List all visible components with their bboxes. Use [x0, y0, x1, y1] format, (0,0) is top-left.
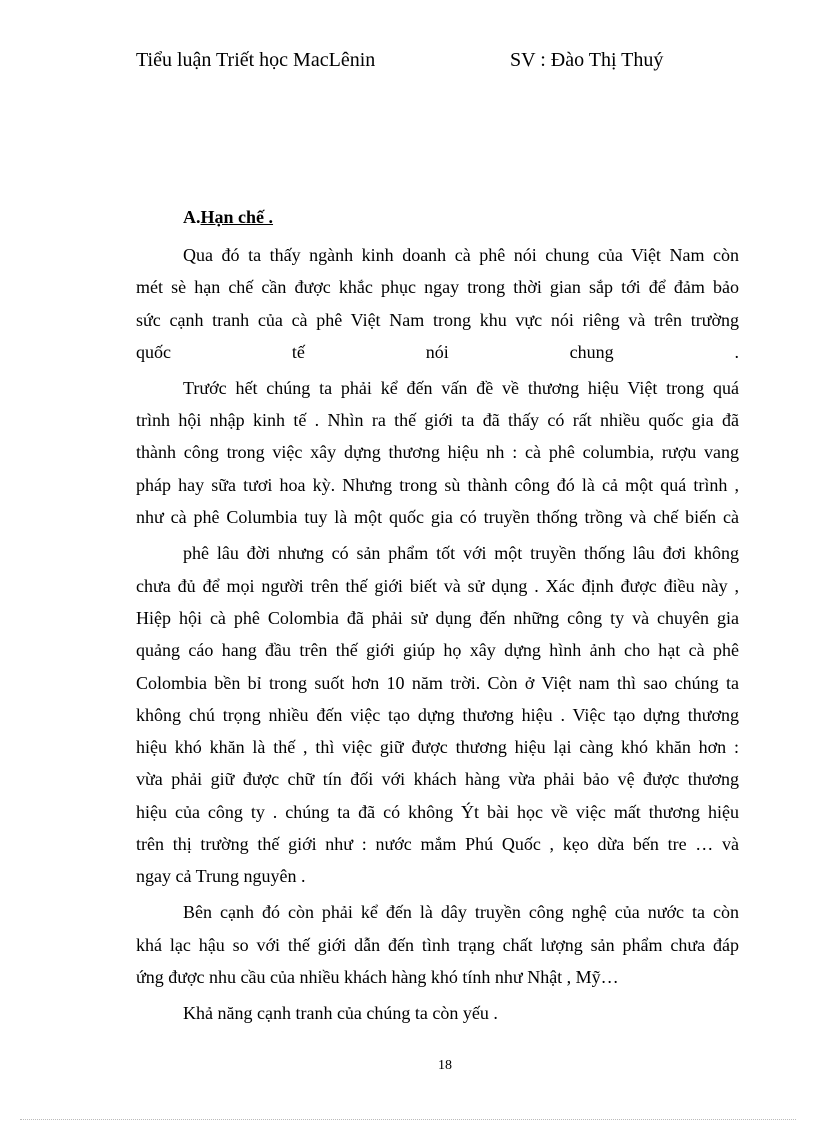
body-line: Trước hết chúng ta phải kể đến vấn đề về thương hiệu Việt trong quá [183, 378, 739, 398]
body-line: không chú trọng nhiều đến việc tạo dựng thương hiệu . Việc tạo dựng thương [136, 705, 739, 725]
body-line: quốc tế nói chung . [136, 342, 739, 362]
body-line: hiệu khó khăn là thế , thì việc giữ được thương hiệu lại càng khó khăn hơn : [136, 737, 739, 757]
body-line: vừa phải giữ được chữ tín đối với khách hàng vừa phải bảo vệ được thương [136, 769, 739, 789]
body-line: mét sè hạn chế cần được khắc phục ngay trong thời gian sắp tới để đảm bảo [136, 277, 739, 297]
body-line: khá lạc hậu so với thế giới dẫn đến tình trạng chất lượng sản phẩm chưa đáp [136, 935, 739, 955]
body-line: Bên cạnh đó còn phải kể đến là dây truyền công nghệ của nước ta còn [183, 902, 739, 922]
body-line: Hiệp hội cà phê Colombia đã phải sử dụng đến những công ty và chuyên gia [136, 608, 739, 628]
body-line: hiệu của công ty . chúng ta đã có không Ýt bài học về việc mất thương hiệu [136, 802, 739, 822]
body-line: Qua đó ta thấy ngành kinh doanh cà phê nói chung của Việt Nam còn [183, 245, 739, 265]
section-prefix: A. [183, 207, 201, 227]
body-line: sức cạnh tranh của cà phê Việt Nam trong khu vực nói riêng và trên trường [136, 310, 739, 330]
body-line: ứng được nhu cầu của nhiều khách hàng khó tính như Nhật , Mỹ… [136, 967, 619, 987]
page-number: 18 [438, 1058, 452, 1073]
body-line: chưa đủ để mọi người trên thế giới biết và sử dụng . Xác định được điều này , [136, 576, 739, 596]
section-heading [183, 207, 273, 228]
body-line: quảng cáo hang đầu trên thế giới giúp họ xây dựng hình ảnh cho hạt cà phê [136, 640, 739, 660]
body-line: trình hội nhập kinh tế . Nhìn ra thế giới ta đã thấy có rất nhiều quốc gia đã [136, 410, 739, 430]
body-line: trên thị trường thế giới như : nước mắm Phú Quốc , kẹo dừa bến tre … và [136, 834, 739, 854]
body-line: Khả năng cạnh tranh của chúng ta còn yếu . [183, 1003, 498, 1023]
section-title: Hạn chế . [200, 207, 274, 227]
header-title: Tiểu luận Triết học MacLênin [136, 49, 376, 71]
body-line: phê lâu đời nhưng có sản phẩm tốt với một truyền thống lâu đơi không [183, 543, 739, 563]
body-line: Colombia bền bỉ trong suốt hơn 10 năm trời. Còn ở Việt nam thì sao chúng ta [136, 673, 739, 693]
body-line: pháp hay sữa tươi hoa kỳ. Nhưng trong sù thành công đó là cả một quá trình , [136, 475, 739, 495]
body-line: ngay cả Trung nguyên . [136, 866, 306, 886]
body-line: thành công trong việc xây dựng thương hiệu nh : cà phê columbia, rượu vang [136, 442, 739, 462]
header-author: SV : Đào Thị Thuý [510, 49, 664, 71]
page-bottom-divider [20, 1119, 796, 1120]
body-line: như cà phê Columbia tuy là một quốc gia có truyền thống trồng và chế biến cà [136, 507, 739, 527]
